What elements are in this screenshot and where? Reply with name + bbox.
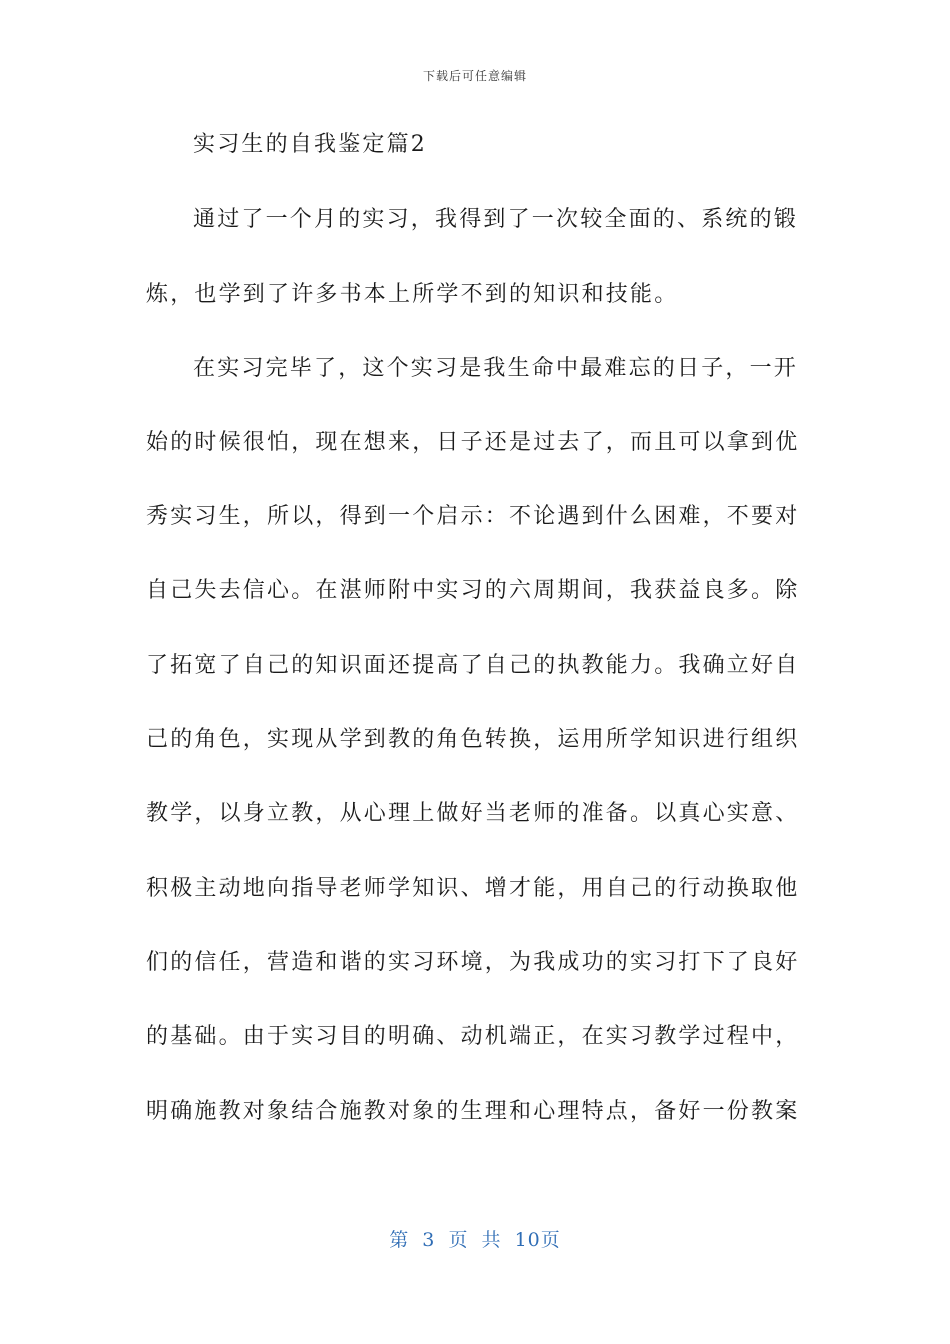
section-heading: 实习生的自我鉴定篇2 bbox=[193, 132, 427, 157]
paragraph-line: 始的时候很怕，现在想来，日子还是过去了，而且可以拿到优 bbox=[146, 430, 800, 455]
paragraph-line: 秀实习生，所以，得到一个启示：不论遇到什么困难，不要对 bbox=[146, 504, 800, 529]
paragraph-line: 积极主动地向指导老师学知识、增才能，用自己的行动换取他 bbox=[146, 876, 800, 901]
paragraph-line: 己的角色，实现从学到教的角色转换，运用所学知识进行组织 bbox=[146, 727, 800, 752]
paragraph-line: 教学，以身立教，从心理上做好当老师的准备。以真心实意、 bbox=[146, 801, 800, 826]
paragraph-line: 通过了一个月的实习，我得到了一次较全面的、系统的锻 bbox=[193, 207, 799, 232]
paragraph-line: 炼，也学到了许多书本上所学不到的知识和技能。 bbox=[146, 282, 679, 307]
paragraph-line: 在实习完毕了，这个实习是我生命中最难忘的日子，一开 bbox=[193, 356, 799, 381]
paragraph-line: 了拓宽了自己的知识面还提高了自己的执教能力。我确立好自 bbox=[146, 653, 800, 678]
page-footer bbox=[0, 1225, 950, 1252]
current-page-number: 3 bbox=[422, 1229, 436, 1251]
footer-di: 第 bbox=[389, 1229, 410, 1251]
page-header: 下载后可任意编辑 bbox=[422, 69, 527, 83]
paragraph-line: 们的信任，营造和谐的实习环境，为我成功的实习打下了良好 bbox=[146, 950, 800, 975]
footer-ye: 页 bbox=[448, 1229, 469, 1251]
paragraph-line: 的基础。由于实习目的明确、动机端正，在实习教学过程中， bbox=[146, 1024, 800, 1049]
paragraph-line: 明确施教对象结合施教对象的生理和心理特点，备好一份教案 bbox=[146, 1099, 800, 1124]
paragraph-line: 自己失去信心。在湛师附中实习的六周期间，我获益良多。除 bbox=[146, 578, 800, 603]
total-pages: 10页 bbox=[514, 1229, 561, 1251]
footer-gong: 共 bbox=[481, 1229, 502, 1251]
